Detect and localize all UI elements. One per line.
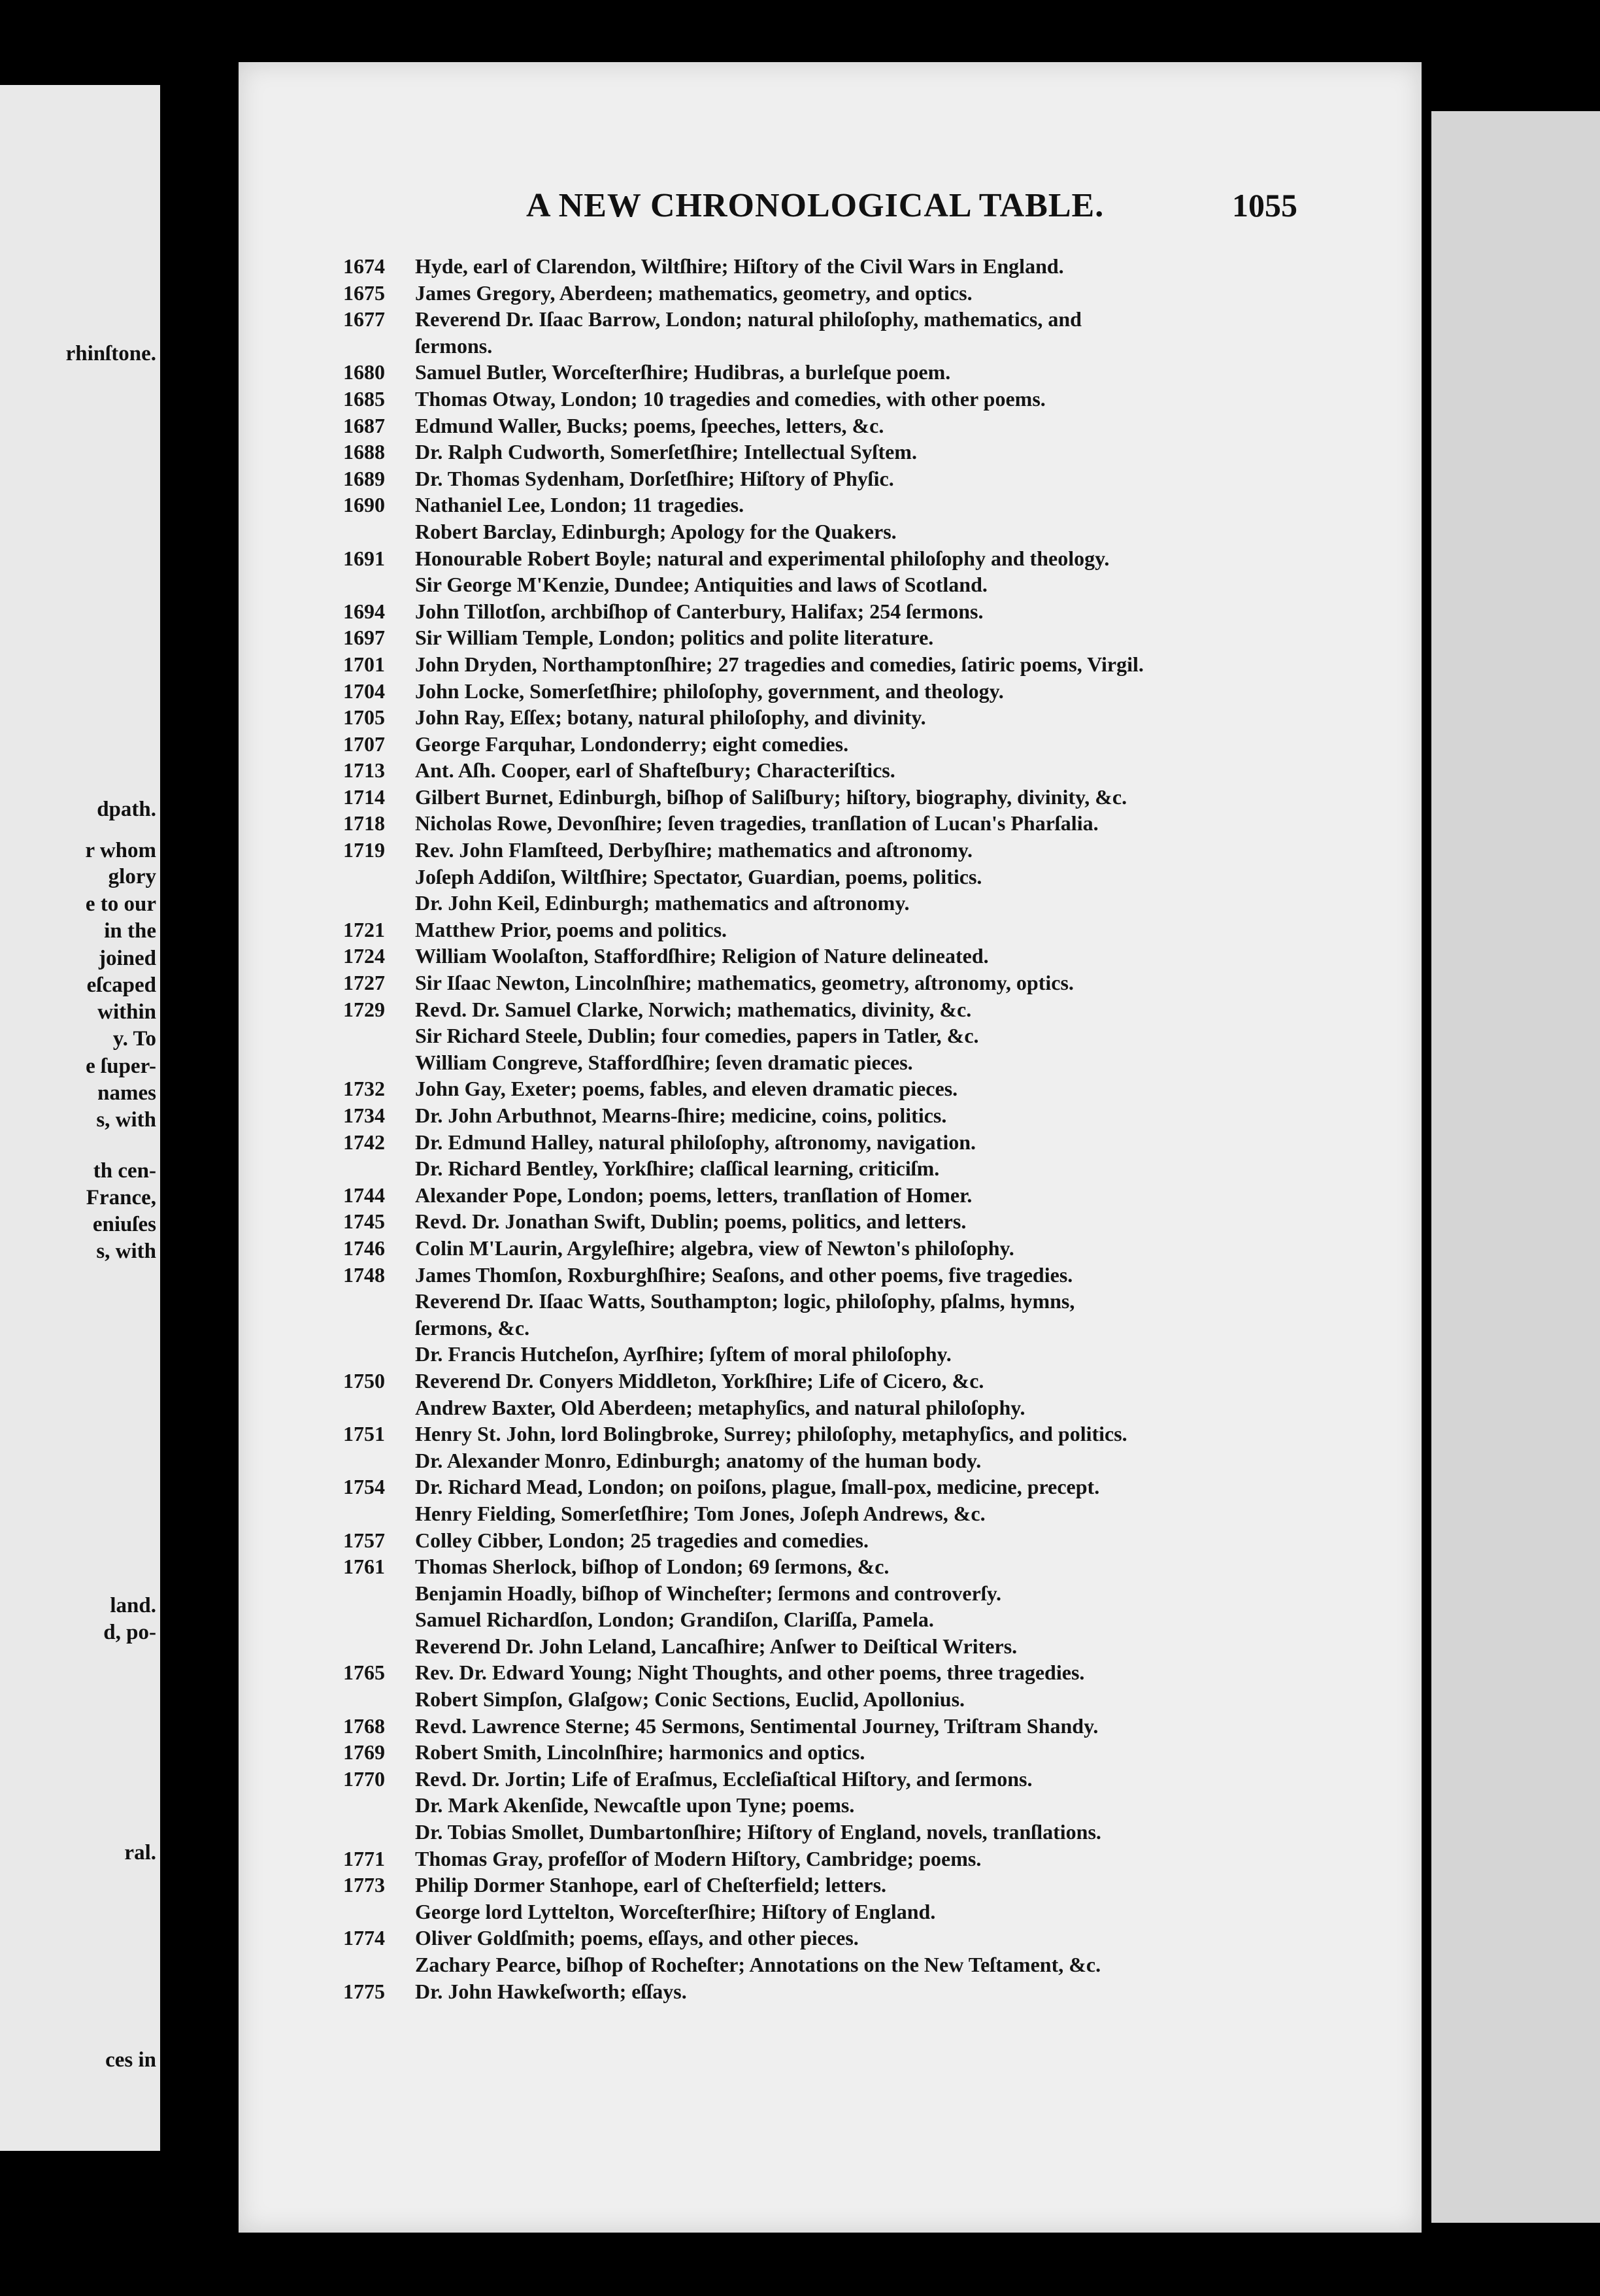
chronology-entry bbox=[239, 1208, 1422, 1235]
entry-text: Robert Barclay, Edinburgh; Apology for the Quakers. bbox=[415, 519, 897, 543]
chronology-entry bbox=[239, 280, 1422, 307]
entry-year: 1680 bbox=[343, 360, 385, 384]
entry-text: Ant. Aſh. Cooper, earl of Shafteſbury; Characteriſtics. bbox=[415, 758, 895, 783]
entry-year: 1751 bbox=[343, 1422, 385, 1446]
chronology-entry bbox=[239, 386, 1422, 413]
chronology-entry bbox=[239, 651, 1422, 678]
entry-text: James Thomſon, Roxburghſhire; Seaſons, and other poems, five tragedies. bbox=[415, 1262, 1073, 1287]
entry-year: 1704 bbox=[343, 679, 385, 703]
entry-text: Oliver Goldſmith; poems, eſſays, and other pieces. bbox=[415, 1926, 859, 1950]
entry-text: George Farquhar, Londonderry; eight comedies. bbox=[415, 732, 849, 756]
chronology-entry bbox=[239, 1846, 1422, 1872]
entry-year: 1687 bbox=[343, 413, 385, 437]
left-page-fragment: France, bbox=[86, 1186, 156, 1209]
chronology-entry bbox=[239, 1659, 1422, 1686]
entry-year: 1769 bbox=[343, 1740, 385, 1764]
entry-text: Rev. Dr. Edward Young; Night Thoughts, and other poems, three tragedies. bbox=[415, 1661, 1085, 1685]
entry-text: Revd. Lawrence Sterne; 45 Sermons, Sentimental Journey, Triſtram Shandy. bbox=[415, 1714, 1099, 1738]
entry-text: Colley Cibber, London; 25 tragedies and comedies. bbox=[415, 1528, 869, 1552]
entry-text: Thomas Otway, London; 10 tragedies and comedies, with other poems. bbox=[415, 386, 1046, 411]
entry-text: Samuel Butler, Worceſterſhire; Hudibras, a burleſque poem. bbox=[415, 360, 951, 384]
chronology-entry bbox=[239, 1553, 1422, 1580]
entry-year: 1748 bbox=[343, 1262, 385, 1287]
entry-text: Sir George M'Kenzie, Dundee; Antiquities and laws of Scotland. bbox=[415, 573, 988, 597]
chronology-entry bbox=[239, 1633, 1422, 1660]
chronology-entry bbox=[239, 1182, 1422, 1209]
left-page-fragment: in the bbox=[104, 919, 156, 943]
entry-year: 1750 bbox=[343, 1368, 385, 1393]
entry-text: Benjamin Hoadly, biſhop of Wincheſter; ſermons and controverſy. bbox=[415, 1581, 1001, 1605]
entry-text: Rev. John Flamſteed, Derbyſhire; mathematics and aſtronomy. bbox=[415, 838, 973, 862]
chronology-entry bbox=[239, 333, 1422, 360]
entry-text: Philip Dormer Stanhope, earl of Cheſterfield; letters. bbox=[415, 1873, 887, 1897]
chronology-entry bbox=[239, 1049, 1422, 1076]
left-facing-page bbox=[0, 85, 160, 2151]
entry-text: Dr. Edmund Halley, natural philoſophy, aſtronomy, navigation. bbox=[415, 1130, 976, 1154]
entry-year: 1714 bbox=[343, 785, 385, 809]
entry-text: Matthew Prior, poems and politics. bbox=[415, 917, 727, 941]
entry-text: Sir Iſaac Newton, Lincolnſhire; mathematics, geometry, aſtronomy, optics. bbox=[415, 971, 1074, 995]
chronology-entry bbox=[239, 624, 1422, 651]
chronology-entry bbox=[239, 1368, 1422, 1394]
entry-year: 1685 bbox=[343, 386, 385, 411]
chronology-entry bbox=[239, 1713, 1422, 1740]
chronology-entry bbox=[239, 704, 1422, 731]
chronology-entry bbox=[239, 678, 1422, 705]
entry-year: 1770 bbox=[343, 1766, 385, 1791]
entry-text: Reverend Dr. Iſaac Watts, Southampton; logic, philoſophy, pſalms, hymns, bbox=[415, 1289, 1075, 1313]
left-page-fragment: dpath. bbox=[97, 798, 156, 821]
chronology-entry bbox=[239, 784, 1422, 811]
entry-text: Reverend Dr. Conyers Middleton, Yorkſhire; Life of Cicero, &c. bbox=[415, 1368, 984, 1393]
left-page-fragment: ces in bbox=[105, 2048, 156, 2072]
entry-text: John Gay, Exeter; poems, fables, and eleven dramatic pieces. bbox=[415, 1077, 958, 1101]
entry-year: 1765 bbox=[343, 1661, 385, 1685]
left-page-fragment: glory bbox=[108, 865, 156, 888]
entry-text: Dr. Richard Mead, London; on poiſons, plague, ſmall-pox, medicine, precept. bbox=[415, 1475, 1100, 1499]
entry-year: 1705 bbox=[343, 705, 385, 730]
chronology-entry bbox=[239, 1766, 1422, 1793]
entry-year: 1754 bbox=[343, 1475, 385, 1499]
chronology-entry bbox=[239, 465, 1422, 492]
entry-year: 1775 bbox=[343, 1979, 385, 2003]
entry-text: Dr. Richard Bentley, Yorkſhire; claſſical learning, criticiſm. bbox=[415, 1156, 940, 1181]
entry-text: Samuel Richardſon, London; Grandiſon, Clariſſa, Pamela. bbox=[415, 1608, 934, 1632]
chronology-entry bbox=[239, 1978, 1422, 2005]
chronology-entry bbox=[239, 1580, 1422, 1607]
chronology-list bbox=[239, 253, 1422, 2004]
entry-text: Alexander Pope, London; poems, letters, tranſlation of Homer. bbox=[415, 1183, 973, 1207]
chronology-entry bbox=[239, 518, 1422, 545]
chronology-entry bbox=[239, 1341, 1422, 1368]
entry-year: 1768 bbox=[343, 1714, 385, 1738]
entry-text: John Tillotſon, archbiſhop of Canterbury, Halifax; 254 ſermons. bbox=[415, 599, 984, 623]
chronology-entry bbox=[239, 996, 1422, 1023]
chronology-entry bbox=[239, 1394, 1422, 1421]
entry-text: John Ray, Eſſex; botany, natural philoſophy, and divinity. bbox=[415, 705, 926, 730]
entry-year: 1694 bbox=[343, 599, 385, 623]
chronology-entry bbox=[239, 1315, 1422, 1342]
chronology-entry bbox=[239, 1872, 1422, 1899]
entry-year: 1713 bbox=[343, 758, 385, 783]
entry-text: Dr. Thomas Sydenham, Dorſetſhire; Hiſtory of Phyſic. bbox=[415, 466, 894, 490]
page-edge-beneath bbox=[1431, 111, 1600, 2223]
left-page-fragment: ral. bbox=[124, 1841, 156, 1865]
entry-year: 1701 bbox=[343, 652, 385, 676]
chronology-entry bbox=[239, 970, 1422, 996]
entry-year: 1732 bbox=[343, 1077, 385, 1101]
entry-text: Sir Richard Steele, Dublin; four comedies, papers in Tatler, &c. bbox=[415, 1024, 979, 1048]
chronology-entry bbox=[239, 545, 1422, 572]
chronology-entry bbox=[239, 757, 1422, 784]
chronology-entry bbox=[239, 413, 1422, 439]
entry-text: Revd. Dr. Samuel Clarke, Norwich; mathematics, divinity, &c. bbox=[415, 997, 972, 1021]
entry-text: Robert Smith, Lincolnſhire; harmonics and optics. bbox=[415, 1740, 865, 1764]
entry-text: Revd. Dr. Jortin; Life of Eraſmus, Eccleſiaſtical Hiſtory, and ſermons. bbox=[415, 1766, 1033, 1791]
entry-text: Nathaniel Lee, London; 11 tragedies. bbox=[415, 493, 744, 517]
chronology-entry bbox=[239, 1155, 1422, 1182]
left-page-fragment: s, with bbox=[96, 1240, 156, 1263]
entry-year: 1727 bbox=[343, 971, 385, 995]
chronology-entry bbox=[239, 359, 1422, 386]
entry-year: 1690 bbox=[343, 493, 385, 517]
chronology-entry bbox=[239, 1262, 1422, 1289]
page-header bbox=[239, 186, 1422, 232]
left-page-fragment: within bbox=[97, 1000, 156, 1024]
entry-text: Reverend Dr. Iſaac Barrow, London; natural philoſophy, mathematics, and bbox=[415, 307, 1082, 331]
entry-text: Thomas Gray, profeſſor of Modern Hiſtory, Cambridge; poems. bbox=[415, 1846, 982, 1870]
entry-text: Reverend Dr. John Leland, Lancaſhire; Anſwer to Deiſtical Writers. bbox=[415, 1634, 1018, 1658]
entry-text: Dr. John Keil, Edinburgh; mathematics and aſtronomy. bbox=[415, 891, 910, 915]
entry-text: ſermons, &c. bbox=[415, 1315, 530, 1340]
entry-year: 1674 bbox=[343, 254, 385, 278]
entry-year: 1761 bbox=[343, 1555, 385, 1579]
chronology-entry bbox=[239, 917, 1422, 943]
entry-year: 1734 bbox=[343, 1104, 385, 1127]
chronology-entry bbox=[239, 1606, 1422, 1633]
chronology-entry bbox=[239, 810, 1422, 837]
entry-text: ſermons. bbox=[415, 333, 493, 358]
page-number: 1055 bbox=[1232, 187, 1297, 224]
entry-text: Revd. Dr. Jonathan Swift, Dublin; poems, politics, and letters. bbox=[415, 1209, 967, 1234]
chronology-entry bbox=[239, 571, 1422, 598]
chronology-entry bbox=[239, 1951, 1422, 1978]
entry-year: 1697 bbox=[343, 626, 385, 650]
chronology-entry bbox=[239, 306, 1422, 333]
entry-text: Joſeph Addiſon, Wiltſhire; Spectator, Guardian, poems, politics. bbox=[415, 864, 982, 888]
chronology-entry bbox=[239, 1075, 1422, 1102]
entry-year: 1757 bbox=[343, 1528, 385, 1552]
chronology-entry bbox=[239, 598, 1422, 625]
chronology-entry bbox=[239, 1792, 1422, 1819]
chronology-entry bbox=[239, 837, 1422, 864]
entry-text: Colin M'Laurin, Argyleſhire; algebra, view of Newton's philoſophy. bbox=[415, 1236, 1014, 1260]
entry-text: Dr. John Arbuthnot, Mearns-ſhire; medicine, coins, politics. bbox=[415, 1104, 947, 1127]
chronology-entry bbox=[239, 943, 1422, 970]
entry-text: Edmund Waller, Bucks; poems, ſpeeches, letters, &c. bbox=[415, 413, 884, 437]
chronology-entry bbox=[239, 890, 1422, 917]
left-page-fragment: eniuſes bbox=[92, 1213, 156, 1236]
entry-year: 1721 bbox=[343, 917, 385, 941]
left-page-fragment: s, with bbox=[96, 1108, 156, 1132]
entry-text: Dr. Ralph Cudworth, Somerſetſhire; Intellectual Syſtem. bbox=[415, 440, 917, 464]
entry-text: Hyde, earl of Clarendon, Wiltſhire; Hiſtory of the Civil Wars in England. bbox=[415, 254, 1064, 278]
entry-text: Thomas Sherlock, biſhop of London; 69 ſermons, &c. bbox=[415, 1555, 890, 1579]
left-page-fragment: th cen- bbox=[93, 1159, 156, 1183]
entry-text: Robert Simpſon, Glaſgow; Conic Sections, Euclid, Apollonius. bbox=[415, 1687, 965, 1712]
chronology-entry bbox=[239, 1474, 1422, 1500]
chronology-entry bbox=[239, 1022, 1422, 1049]
entry-text: Andrew Baxter, Old Aberdeen; metaphyſics, and natural philoſophy. bbox=[415, 1395, 1025, 1419]
left-page-fragment: e ſuper- bbox=[86, 1055, 156, 1078]
entry-year: 1744 bbox=[343, 1183, 385, 1207]
chronology-entry bbox=[239, 1421, 1422, 1447]
entry-text: Dr. Alexander Monro, Edinburgh; anatomy of the human body. bbox=[415, 1448, 982, 1472]
chronology-entry bbox=[239, 1235, 1422, 1262]
entry-text: Dr. Francis Hutcheſon, Ayrſhire; ſyſtem of moral philoſophy. bbox=[415, 1342, 952, 1366]
entry-year: 1689 bbox=[343, 466, 385, 490]
entry-text: William Congreve, Staffordſhire; ſeven dramatic pieces. bbox=[415, 1050, 913, 1074]
entry-text: Henry Fielding, Somerſetſhire; Tom Jones, Joſeph Andrews, &c. bbox=[415, 1501, 986, 1525]
chronology-entry bbox=[239, 1102, 1422, 1129]
entry-text: Gilbert Burnet, Edinburgh, biſhop of Saliſbury; hiſtory, biography, divinity, &c. bbox=[415, 785, 1127, 809]
left-page-fragment: r whom bbox=[85, 839, 156, 862]
entry-text: Henry St. John, lord Bolingbroke, Surrey; philoſophy, metaphyſics, and politics. bbox=[415, 1422, 1127, 1446]
entry-year: 1675 bbox=[343, 280, 385, 305]
chronology-entry bbox=[239, 1527, 1422, 1554]
entry-text: James Gregory, Aberdeen; mathematics, geometry, and optics. bbox=[415, 280, 973, 305]
left-page-fragment: e to our bbox=[85, 892, 156, 916]
entry-year: 1677 bbox=[343, 307, 385, 331]
left-page-fragment: names bbox=[97, 1081, 156, 1105]
entry-year: 1691 bbox=[343, 546, 385, 570]
left-page-fragment: eſcaped bbox=[86, 973, 156, 997]
left-page-fragment: joined bbox=[98, 947, 156, 970]
entry-text: Zachary Pearce, biſhop of Rocheſter; Annotations on the New Teſtament, &c. bbox=[415, 1953, 1101, 1976]
chronology-entry bbox=[239, 439, 1422, 465]
entry-text: John Dryden, Northamptonſhire; 27 tragedies and comedies, ſatiric poems, Virgil. bbox=[415, 652, 1144, 676]
left-page-fragment: land. bbox=[110, 1594, 156, 1617]
left-page-fragment: rhinſtone. bbox=[65, 342, 156, 365]
entry-year: 1773 bbox=[343, 1873, 385, 1897]
page-title: A NEW CHRONOLOGICAL TABLE. bbox=[526, 187, 1105, 224]
entry-text: John Locke, Somerſetſhire; philoſophy, government, and theology. bbox=[415, 679, 1004, 703]
left-page-fragment: y. To bbox=[112, 1027, 156, 1051]
chronology-entry bbox=[239, 1288, 1422, 1315]
chronology-entry bbox=[239, 864, 1422, 890]
entry-text: William Woolaſton, Staffordſhire; Religion of Nature delineated. bbox=[415, 944, 989, 968]
entry-year: 1718 bbox=[343, 811, 385, 836]
chronology-entry bbox=[239, 1129, 1422, 1156]
chronology-entry bbox=[239, 1500, 1422, 1527]
book-page bbox=[239, 62, 1422, 2233]
entry-text: Dr. Mark Akenſide, Newcaſtle upon Tyne; poems. bbox=[415, 1793, 855, 1817]
entry-text: Dr. John Hawkeſworth; eſſays. bbox=[415, 1979, 687, 2003]
chronology-entry bbox=[239, 492, 1422, 518]
left-page-fragment: d, po- bbox=[103, 1621, 156, 1644]
entry-year: 1771 bbox=[343, 1846, 385, 1870]
entry-text: Nicholas Rowe, Devonſhire; ſeven tragedies, tranſlation of Lucan's Pharſalia. bbox=[415, 811, 1099, 836]
entry-text: George lord Lyttelton, Worceſterſhire; Hiſtory of England. bbox=[415, 1899, 936, 1923]
chronology-entry bbox=[239, 1447, 1422, 1474]
entry-year: 1719 bbox=[343, 838, 385, 862]
chronology-entry bbox=[239, 1925, 1422, 1951]
entry-year: 1688 bbox=[343, 440, 385, 464]
entry-text: Dr. Tobias Smollet, Dumbartonſhire; Hiſtory of England, novels, tranſlations. bbox=[415, 1820, 1101, 1844]
chronology-entry bbox=[239, 1686, 1422, 1713]
entry-year: 1729 bbox=[343, 997, 385, 1021]
entry-year: 1742 bbox=[343, 1130, 385, 1154]
chronology-entry bbox=[239, 1899, 1422, 1925]
entry-text: Honourable Robert Boyle; natural and experimental philoſophy and theology. bbox=[415, 546, 1110, 570]
chronology-entry bbox=[239, 731, 1422, 758]
chronology-entry bbox=[239, 1739, 1422, 1766]
entry-year: 1745 bbox=[343, 1209, 385, 1234]
chronology-entry bbox=[239, 1819, 1422, 1846]
entry-year: 1746 bbox=[343, 1236, 385, 1260]
entry-text: Sir William Temple, London; politics and polite literature. bbox=[415, 626, 934, 650]
entry-year: 1774 bbox=[343, 1926, 385, 1950]
entry-year: 1724 bbox=[343, 944, 385, 968]
chronology-entry bbox=[239, 253, 1422, 280]
entry-year: 1707 bbox=[343, 732, 385, 756]
